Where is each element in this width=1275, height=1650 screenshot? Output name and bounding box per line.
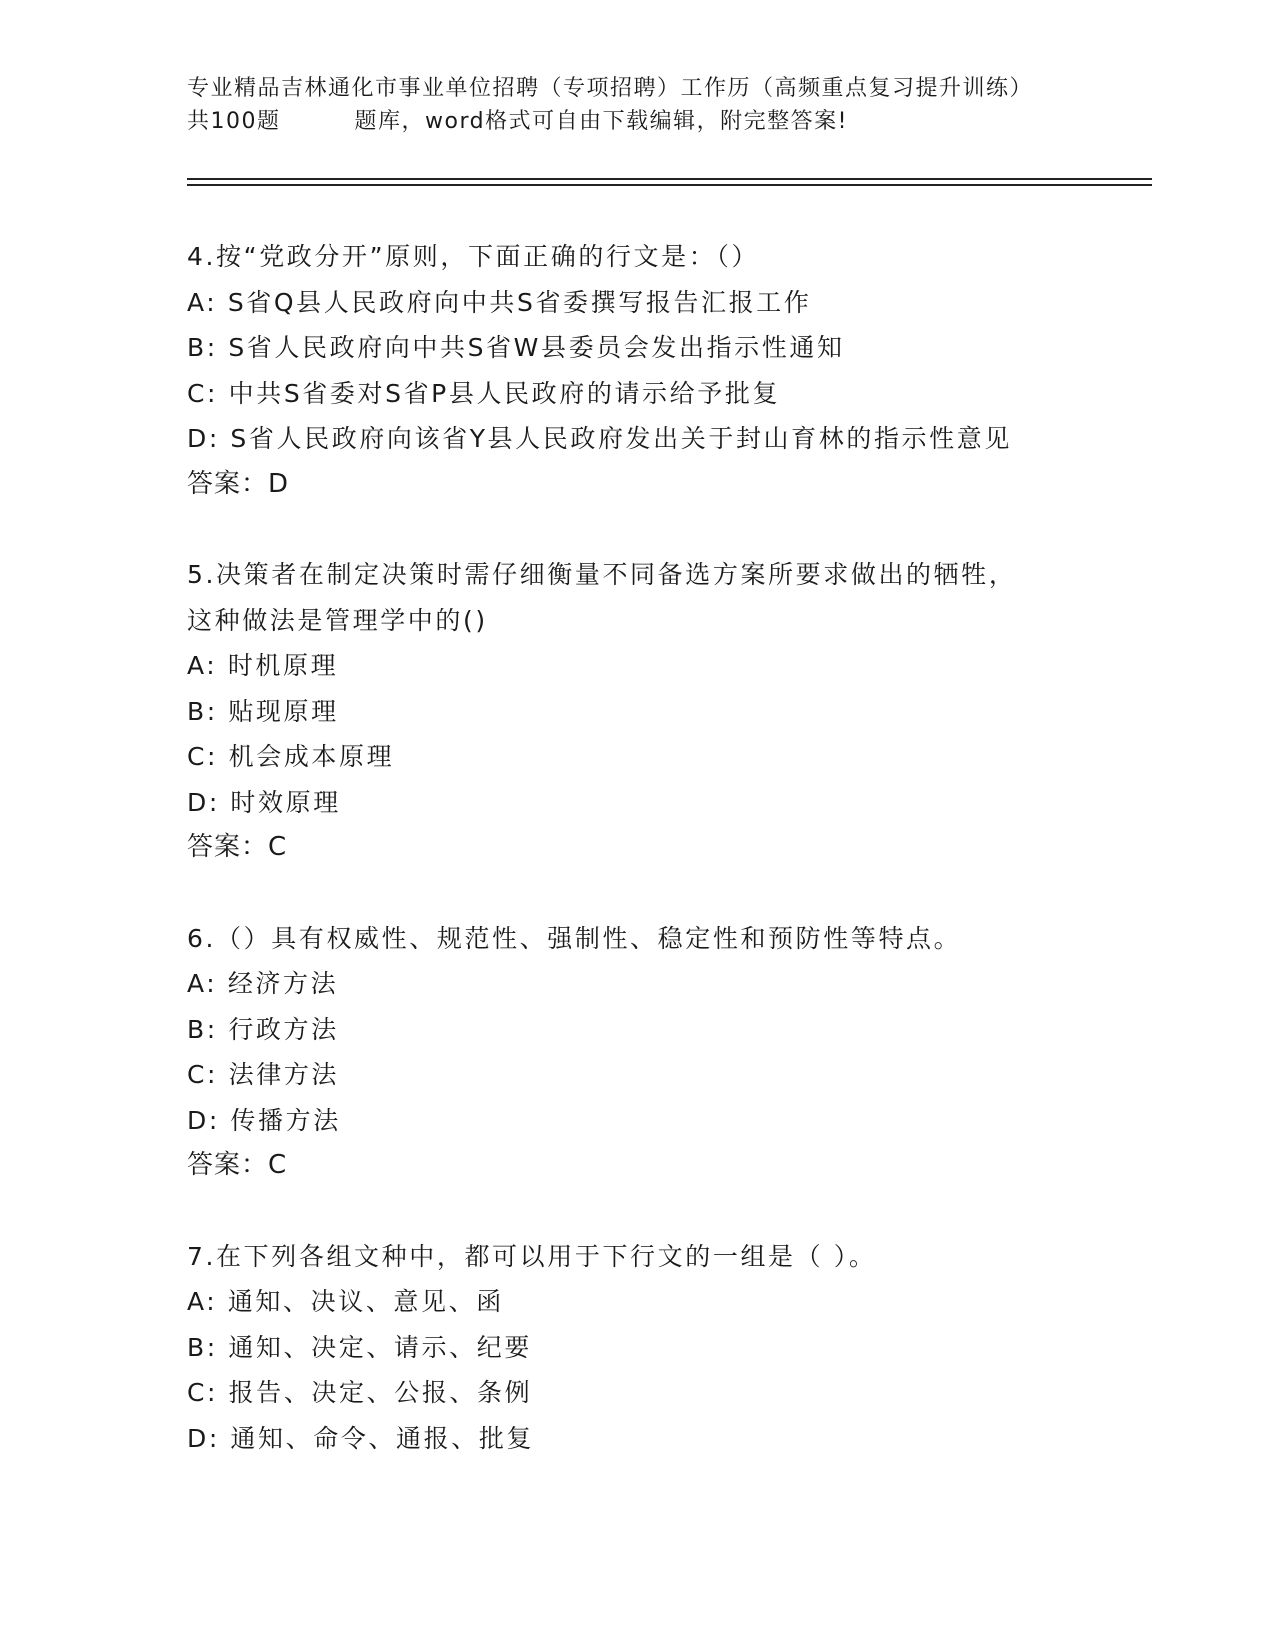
option-a: A: 时机原理 bbox=[187, 651, 339, 680]
header-title-line: 专业精品吉林通化市事业单位招聘（专项招聘）工作历（高频重点复习提升训练） bbox=[187, 76, 1034, 101]
question-stem-line-2: 这种做法是管理学中的() bbox=[187, 605, 488, 635]
option-d: D: 时效原理 bbox=[187, 787, 341, 817]
header-question-count: 共100题 bbox=[187, 109, 281, 134]
option-b: B: 行政方法 bbox=[187, 1014, 339, 1044]
question-stem: 6.（）具有权威性、规范性、强制性、稳定性和预防性等特点。 bbox=[187, 923, 962, 953]
question-6 bbox=[187, 916, 1147, 1189]
question-stem-line-1: 5.决策者在制定决策时需仔细衡量不同备选方案所要求做出的牺牲， bbox=[187, 560, 1017, 589]
header-divider-top bbox=[187, 178, 1152, 180]
option-a: A: 通知、决议、意见、函 bbox=[187, 1287, 504, 1316]
option-d: D: 传播方法 bbox=[187, 1105, 341, 1135]
question-list bbox=[187, 234, 1147, 1506]
header-divider-bottom bbox=[187, 184, 1152, 186]
option-c: C: 报告、决定、公报、条例 bbox=[187, 1378, 533, 1407]
option-b: B: 通知、决定、请示、纪要 bbox=[187, 1332, 532, 1362]
question-stem: 4.按“党政分开”原则，下面正确的行文是：（） bbox=[187, 242, 760, 271]
option-c: C: 中共S省委对S省P县人民政府的请示给予批复 bbox=[187, 378, 781, 408]
option-b: B: 贴现原理 bbox=[187, 696, 339, 726]
option-d: D: S省人民政府向该省Y县人民政府发出关于封山育林的指示性意见 bbox=[187, 424, 1012, 453]
header-description: 题库，word格式可自由下载编辑，附完整答案! bbox=[354, 109, 848, 134]
option-c: C: 法律方法 bbox=[187, 1060, 340, 1089]
option-d: D: 通知、命令、通报、批复 bbox=[187, 1423, 535, 1453]
answer-text: 答案：C bbox=[187, 1150, 288, 1180]
question-stem: 7.在下列各组文种中，都可以用于下行文的一组是（ ）。 bbox=[187, 1241, 877, 1271]
header-subtitle-line bbox=[187, 105, 1087, 138]
answer-text: 答案：C bbox=[187, 832, 288, 862]
question-7 bbox=[187, 1234, 1147, 1462]
question-4 bbox=[187, 234, 1147, 507]
answer-text: 答案：D bbox=[187, 468, 290, 499]
option-a: A: S省Q县人民政府向中共S省委撰写报告汇报工作 bbox=[187, 287, 812, 317]
document-header bbox=[187, 72, 1087, 138]
option-a: A: 经济方法 bbox=[187, 969, 339, 998]
question-5 bbox=[187, 552, 1147, 871]
option-b: B: S省人民政府向中共S省W县委员会发出指示性通知 bbox=[187, 333, 845, 362]
option-c: C: 机会成本原理 bbox=[187, 742, 395, 771]
